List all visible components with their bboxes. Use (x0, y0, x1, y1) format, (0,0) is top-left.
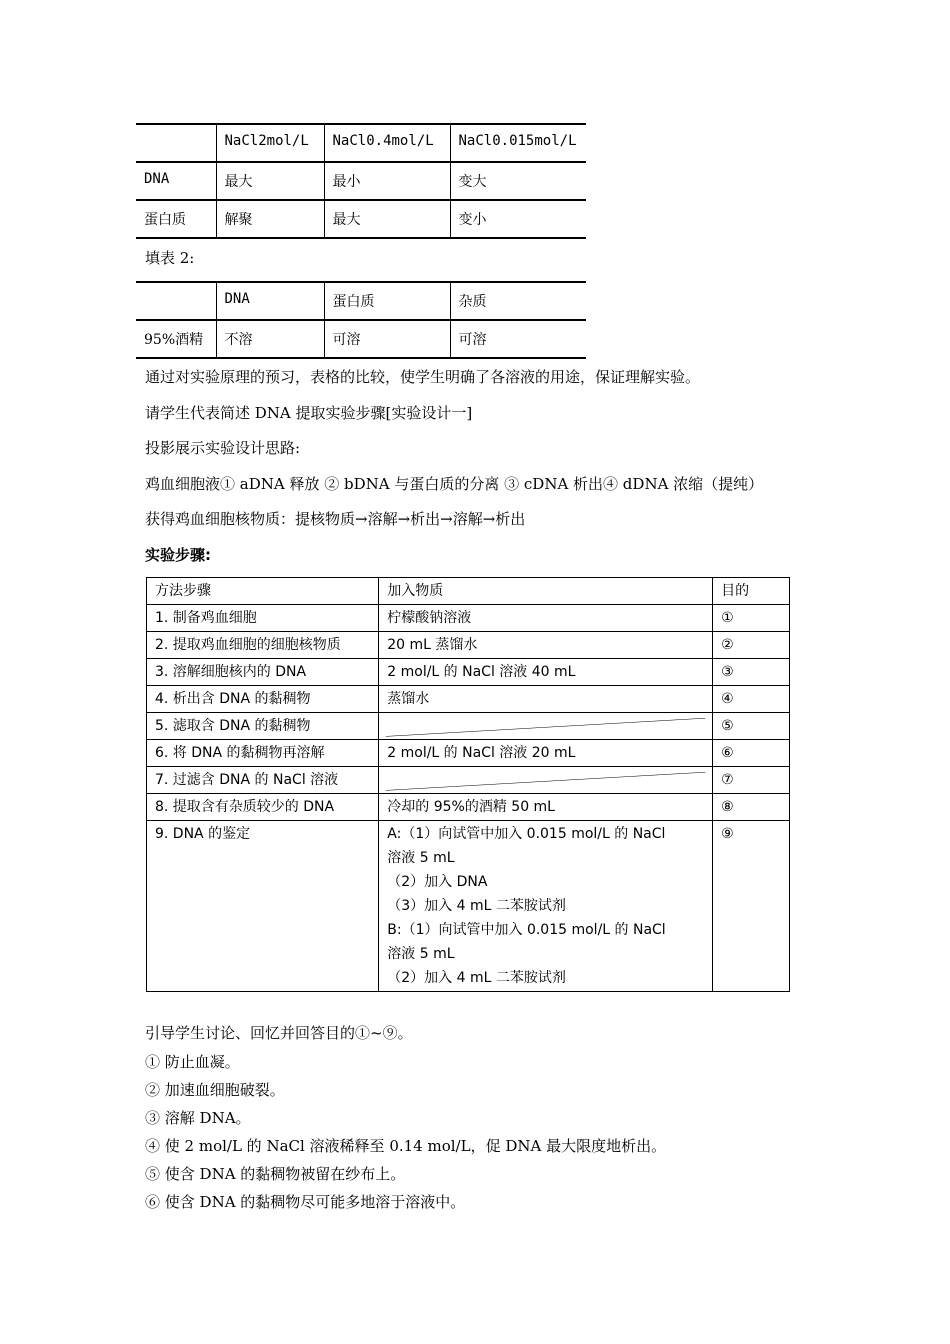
table-header-row (147, 578, 790, 605)
table-header-cell: NaCl2mol/L (216, 124, 324, 162)
table-row (147, 686, 790, 713)
identification-line: 溶液 5 mL (387, 946, 455, 962)
table-cell: 最大 (216, 162, 324, 200)
nacl-solubility-table (136, 123, 586, 239)
table-cell: 2 mol/L 的 NaCl 溶液 40 mL (379, 659, 713, 686)
paragraph: 鸡血细胞液① aDNA 释放 ② bDNA 与蛋白质的分离 ③ cDNA 析出④ dDNA 浓缩（提纯） (145, 475, 764, 493)
table-cell: ④ (713, 686, 790, 713)
identification-line: （2）加入 DNA (387, 874, 488, 890)
table-cell: ⑧ (713, 794, 790, 821)
table-row (147, 821, 790, 992)
table-cell: ⑤ (713, 713, 790, 740)
table-row (147, 713, 790, 740)
table-header-row (136, 124, 586, 162)
table-cell: 解聚 (216, 200, 324, 238)
table-cell: 冷却的 95%的酒精 50 mL (379, 794, 713, 821)
table-row (147, 632, 790, 659)
table-cell (136, 124, 216, 162)
table-row (147, 740, 790, 767)
table-cell (379, 821, 713, 992)
table-header-cell: 杂质 (450, 282, 586, 320)
table-row (147, 605, 790, 632)
table-cell: 4. 析出含 DNA 的黏稠物 (147, 686, 379, 713)
table-cell: 可溶 (450, 320, 586, 358)
table-row (147, 767, 790, 794)
table-cell: 最大 (324, 200, 450, 238)
table-cell: 20 mL 蒸馏水 (379, 632, 713, 659)
table-cell: 9. DNA 的鉴定 (147, 821, 379, 992)
table-cell: 柠檬酸钠溶液 (379, 605, 713, 632)
answer-item: ③ 溶解 DNA。 (145, 1109, 251, 1127)
table-cell: DNA (136, 162, 216, 200)
paragraph: 引导学生讨论、回忆并回答目的①~⑨。 (145, 1024, 413, 1042)
section-heading: 实验步骤: (145, 546, 211, 564)
table-row (136, 162, 586, 200)
diagonal-line (379, 713, 712, 739)
table-header-row (136, 282, 586, 320)
table-cell: ② (713, 632, 790, 659)
answer-item: ④ 使 2 mol/L 的 NaCl 溶液稀释至 0.14 mol/L，促 DNA 最大限度地析出。 (145, 1137, 667, 1155)
identification-line: 溶液 5 mL (387, 850, 455, 866)
table-cell: 6. 将 DNA 的黏稠物再溶解 (147, 740, 379, 767)
table-cell: 蒸馏水 (379, 686, 713, 713)
identification-line: （2）加入 4 mL 二苯胺试剂 (387, 970, 566, 986)
table-cell: ① (713, 605, 790, 632)
table-cell: 3. 溶解细胞核内的 DNA (147, 659, 379, 686)
table-cell: 8. 提取含有杂质较少的 DNA (147, 794, 379, 821)
alcohol-solubility-table (136, 281, 586, 359)
table-cell: 变小 (450, 200, 586, 238)
experiment-steps-table (146, 577, 790, 992)
paragraph: 投影展示实验设计思路: (145, 439, 301, 457)
table-header-cell: NaCl0.4mol/L (324, 124, 450, 162)
table-cell: 95%酒精 (136, 320, 216, 358)
table-cell: 蛋白质 (136, 200, 216, 238)
table-row (147, 659, 790, 686)
table-cell: 不溶 (216, 320, 324, 358)
table-row (136, 200, 586, 238)
answer-item: ⑥ 使含 DNA 的黏稠物尽可能多地溶于溶液中。 (145, 1193, 466, 1211)
table-cell: 2 mol/L 的 NaCl 溶液 20 mL (379, 740, 713, 767)
paragraph: 请学生代表简述 DNA 提取实验步骤[实验设计一] (145, 404, 473, 422)
table-cell: 变大 (450, 162, 586, 200)
empty-diagonal-cell (379, 713, 713, 740)
table-cell: ③ (713, 659, 790, 686)
table-header-cell: 蛋白质 (324, 282, 450, 320)
answer-item: ② 加速血细胞破裂。 (145, 1081, 285, 1099)
diagonal-line (379, 767, 712, 793)
table-header-cell: 目的 (713, 578, 790, 605)
table-cell: 5. 滤取含 DNA 的黏稠物 (147, 713, 379, 740)
table-cell: ⑨ (713, 821, 790, 992)
identification-line: A:（1）向试管中加入 0.015 mol/L 的 NaCl (387, 826, 666, 842)
table-cell: 2. 提取鸡血细胞的细胞核物质 (147, 632, 379, 659)
table-header-cell: 加入物质 (379, 578, 713, 605)
table-row (136, 320, 586, 358)
table-cell: 1. 制备鸡血细胞 (147, 605, 379, 632)
table-header-cell: DNA (216, 282, 324, 320)
table-header-cell: NaCl0.015mol/L (450, 124, 586, 162)
table-cell: ⑥ (713, 740, 790, 767)
identification-line: B:（1）向试管中加入 0.015 mol/L 的 NaCl (387, 922, 666, 938)
fill-table-label: 填表 2: (145, 249, 195, 267)
table-cell: ⑦ (713, 767, 790, 794)
table-cell (136, 282, 216, 320)
paragraph: 通过对实验原理的预习，表格的比较，使学生明确了各溶液的用途，保证理解实验。 (145, 368, 701, 386)
table-cell: 最小 (324, 162, 450, 200)
paragraph: 获得鸡血细胞核物质：提核物质→溶解→析出→溶解→析出 (145, 510, 526, 528)
table-header-cell: 方法步骤 (147, 578, 379, 605)
table-cell: 可溶 (324, 320, 450, 358)
identification-line: （3）加入 4 mL 二苯胺试剂 (387, 898, 566, 914)
answer-item: ⑤ 使含 DNA 的黏稠物被留在纱布上。 (145, 1165, 406, 1183)
table-cell: 7. 过滤含 DNA 的 NaCl 溶液 (147, 767, 379, 794)
answer-item: ① 防止血凝。 (145, 1053, 240, 1071)
empty-diagonal-cell (379, 767, 713, 794)
table-row (147, 794, 790, 821)
